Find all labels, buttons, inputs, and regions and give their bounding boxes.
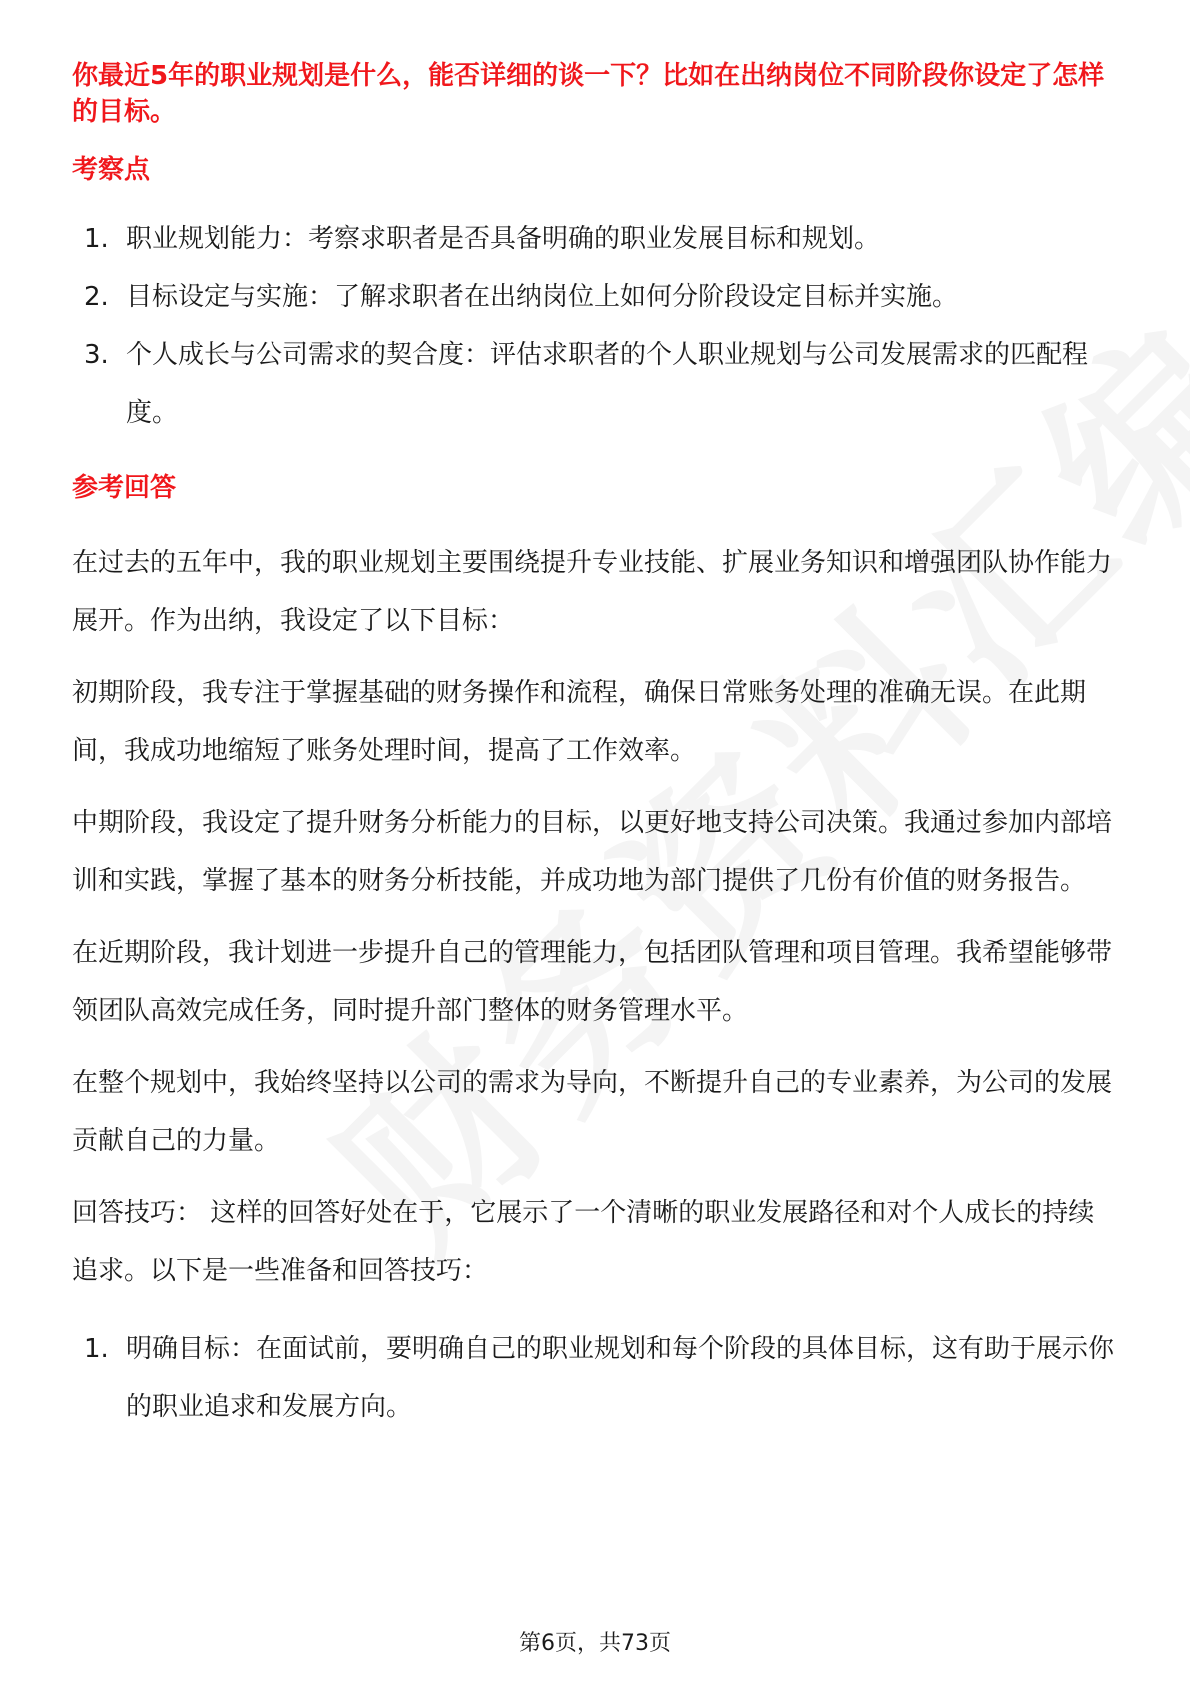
points-list [72,210,1120,442]
answer-intro-paragraph: 在过去的五年中，我的职业规划主要围绕提升专业技能、扩展业务知识和增强团队协作能力展开。作为出纳，我设定了以下目标： [72,548,1113,636]
interview-question: 你最近5年的职业规划是什么，能否详细的谈一下？比如在出纳岗位不同阶段你设定了怎样的目标。 [72,61,1105,127]
list-number: 3. [84,340,109,370]
middle-stage-paragraph: 中期阶段，我设定了提升财务分析能力的目标，以更好地支持公司决策。我通过参加内部培训和实践，掌握了基本的财务分析技能，并成功地为部门提供了几份有价值的财务报告。 [72,808,1113,896]
section-heading-points: 考察点 [72,155,151,185]
list-number: 2. [84,282,109,312]
list-item [72,268,1120,326]
list-item [72,326,1120,442]
list-item-text: 明确目标：在面试前，要明确自己的职业规划和每个阶段的具体目标，这有助于展示你的职业追求和发展方向。 [126,1334,1115,1422]
list-item-text: 个人成长与公司需求的契合度：评估求职者的个人职业规划与公司发展需求的匹配程度。 [126,340,1089,428]
recent-stage-paragraph: 在近期阶段，我计划进一步提升自己的管理能力，包括团队管理和项目管理。我希望能够带领团队高效完成任务，同时提升部门整体的财务管理水平。 [72,938,1113,1026]
overall-paragraph: 在整个规划中，我始终坚持以公司的需求为导向，不断提升自己的专业素养，为公司的发展贡献自己的力量。 [72,1068,1113,1156]
list-number: 1. [84,224,109,254]
early-stage-paragraph: 初期阶段，我专注于掌握基础的财务操作和流程，确保日常账务处理的准确无误。在此期间，我成功地缩短了账务处理时间，提高了工作效率。 [72,678,1087,766]
section-heading-answer: 参考回答 [72,473,177,503]
page-content [72,58,1120,1436]
list-number: 1. [84,1334,109,1364]
list-item-text: 职业规划能力：考察求职者是否具备明确的职业发展目标和规划。 [126,224,881,254]
list-item [72,1320,1120,1436]
list-item [72,210,1120,268]
list-item-text: 目标设定与实施：了解求职者在出纳岗位上如何分阶段设定目标并实施。 [126,282,959,312]
tips-list [72,1320,1120,1436]
tips-intro-paragraph: 回答技巧： 这样的回答好处在于，它展示了一个清晰的职业发展路径和对个人成长的持续追求。以下是一些准备和回答技巧： [72,1198,1095,1286]
page-footer: 第6页，共73页 [519,1631,671,1656]
